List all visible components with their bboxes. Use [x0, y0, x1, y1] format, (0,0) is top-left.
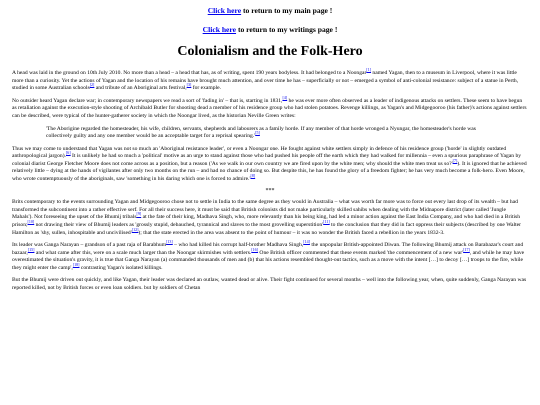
paragraph-4 [12, 199, 528, 237]
page-title: Colonialism and the Folk-Hero [177, 44, 363, 60]
footnote-link[interactable]: [15] [27, 246, 35, 252]
text-run: for example. [191, 85, 221, 92]
footnote-link[interactable]: [5] [255, 130, 260, 136]
footnote-link[interactable]: [7] [452, 157, 458, 163]
text-run: to the conclusion that they did in fact oppress their subjects (described by one Walter Hamilton as 'shy, sullen, inhospitable and uncivilised' [12, 221, 521, 236]
nav-main [12, 6, 528, 15]
footnote-link[interactable]: [4] [282, 95, 288, 100]
text-run: 'The Aborigine regarded the homesteader, his wife, children, servants, shepherds and labourers as a family horde. If any member of that horde wronged a Nyungar, the homesteader's horde was collectively guilty and any one member would be an acceptable target for a reprisal spearing.' [46, 125, 476, 140]
text-run: , and while he may have overestimated the situation's gravity, it is true that Ganga Narayan (a) commanded thousands of men and (b) that his actions resembled thought-out tactics, such as a move with the intent […] to decoy […] troops to the fire, while they might enter the camp', [12, 249, 525, 271]
nav-links [12, 6, 528, 34]
text-run: One British officer commented that these events marked 'the commencement of a new war' [258, 249, 464, 256]
text-run: Brits contemporary to the events surrounding Yagan and Midgegooroo chose not to settle in India to the same degree as they would in Australia – what was worth far more was to force out every last drop of its wealth – but had transformed the subcontinent into a rather effective serf. For all their success here, it must be said that British colonists did not make particularly skilled sahibs when dealing with the Midnapore district (later called 'Jungle Mahals'). Not foreseeing the upset of the Bhumij tribals [12, 199, 518, 221]
paragraph-3 [12, 146, 528, 184]
text-run: ). It is ignored that he achieved relatively little – dying at the hands of vigilantes after only two months on the run – and had no chance of doing so. But despite this, he has found the glory of a freedom fighter; he has very much become a folk-hero. Even Moore, who wrote contemptuously of the aboriginals, saw 'something in his daring which one is forced to admire.' [12, 160, 527, 182]
text-run: Thus we may come to understand that Yagan was not so much an 'Aboriginal resistance leader', or even a Noongar one. He fought against white settlers simply in defence of his residence group ('horde' in slightly outdated anthropological jargon). [12, 145, 507, 160]
text-run: No outsider heard Yagan declare war; in contemporary newspapers we read a sort of 'fading in' – that is, starting in 1831, [12, 97, 283, 104]
text-run: named Yagan, then to a museum in Liverpool, where it was little more than a curiosity. Yet the actions of Yagan and the location of his remains have brought much attention, and over time he has – superficially or not – emerged a symbol of anti-colonial resistance: subject of a statue in Perth, studied in some Australian schools [12, 70, 519, 92]
footnote-ref [255, 130, 260, 135]
text-run: ); that the state erected in the area was absent to the point of humour – it was no wonder the British faced a rebellion in the years 1832-3. [138, 229, 445, 236]
footnote-link[interactable]: [12] [131, 226, 139, 232]
text-run: the unpopular British-appointed Diwan. The following Bhumij attack on Barabazar's court and bazaar, [12, 242, 524, 256]
footnote-link[interactable]: [16] [251, 246, 259, 252]
footnote-link[interactable]: [8] [250, 172, 256, 178]
text-run: But the Bhumij were driven out quickly, and like Yagan, their leader was declared an outlaw, wanted dead or alive. Their fight continued for several months – well into the following year, when, quite suddenly, Ganga Narayan was reported killed, not by British forces or even loan soldiers. but by soldiers of Chetan [12, 277, 527, 291]
text-run: Its leader was Ganga Narayan – grandson of a past raja of Barabhum [12, 242, 167, 249]
footnote-ref [463, 247, 470, 252]
footnote-link[interactable]: [10] [27, 219, 35, 225]
footnote-ref [251, 247, 258, 252]
quotation [46, 126, 494, 141]
text-run: and tribute of an Aboriginal arts festival, [94, 85, 187, 92]
footnote-ref [303, 239, 310, 244]
footnote-link[interactable]: [6] [65, 150, 71, 156]
paragraph-2 [12, 95, 528, 121]
paragraph-1 [12, 67, 528, 93]
footnote-link[interactable]: [3] [186, 82, 192, 88]
text-run: and what came after this, were on a scale much larger than the Noongar skirmishes with settlers. [34, 249, 252, 256]
footnote-link[interactable]: [17] [463, 246, 470, 252]
paragraph-6 [12, 277, 528, 292]
footnote-link[interactable]: [2] [89, 82, 95, 88]
main-page-text: to return to my main page ! [241, 6, 333, 15]
footnote-link[interactable]: [11] [323, 219, 330, 225]
footnote-link[interactable]: [1] [366, 67, 372, 73]
footnote-ref [250, 173, 255, 178]
footnote-link[interactable]: [14] [303, 239, 310, 245]
text-run: at the fate of their king, Madhava Singh, who, more relevantly than his being king, had led a minor action against the East India Company, and who had died in a British prison; [12, 214, 521, 228]
writings-page-link[interactable]: Click here [202, 25, 237, 35]
text-run: he was ever more often observed as a leader of indigenous attacks on settlers. These seem to have begun as retaliation against the execution-style shooting of Archibald Butler for shooting dead a member of his residence group who had stolen potatoes. Revenge killings, as Yagan's and Midgegooroo (his father)'s actions against settlers can be described, were typical of the hunter-gatherer society in which the Noongar lived, as the historian Neville Green writes: [12, 97, 527, 119]
text-run: It is unlikely he had so much a 'political' motive as an urge to stand against those who had pushed his people off the earth which they had walked for millennia – even a spurious paraphrase of Yagan by colonial diarist George Fletcher Moore does not come across as a position, but a reason ('As we walk in our own country we are fired upon by the white men; why should the white men treat us so?' [12, 153, 522, 167]
footnote-link[interactable]: [18] [72, 261, 80, 267]
main-page-link[interactable]: Click here [207, 6, 242, 15]
nav-writings [12, 25, 528, 34]
footnote-link[interactable]: [9] [136, 211, 142, 217]
text-run: A head was laid in the ground on 10th July 2010. No more than a head – a head that has, as of writing, spent 190 years bodyless. It had belonged to a Noongar [12, 70, 367, 77]
footnote-link[interactable]: [13] [166, 239, 173, 245]
footnote-ref [166, 239, 173, 244]
section-separator: *** [265, 188, 275, 195]
text-run: contrasting Yagan's isolated killings. [79, 264, 163, 271]
text-run: – who had killed his corrupt half-brother Madhava Singh, [172, 242, 304, 249]
writings-page-text: to return to my writings page ! [236, 25, 338, 35]
paragraph-5 [12, 239, 528, 272]
text-run: not drawing their view of Bhumij leaders as 'grossly stupid, debauched, tyrannical and slaves to the most grovelling superstition' [34, 221, 324, 228]
